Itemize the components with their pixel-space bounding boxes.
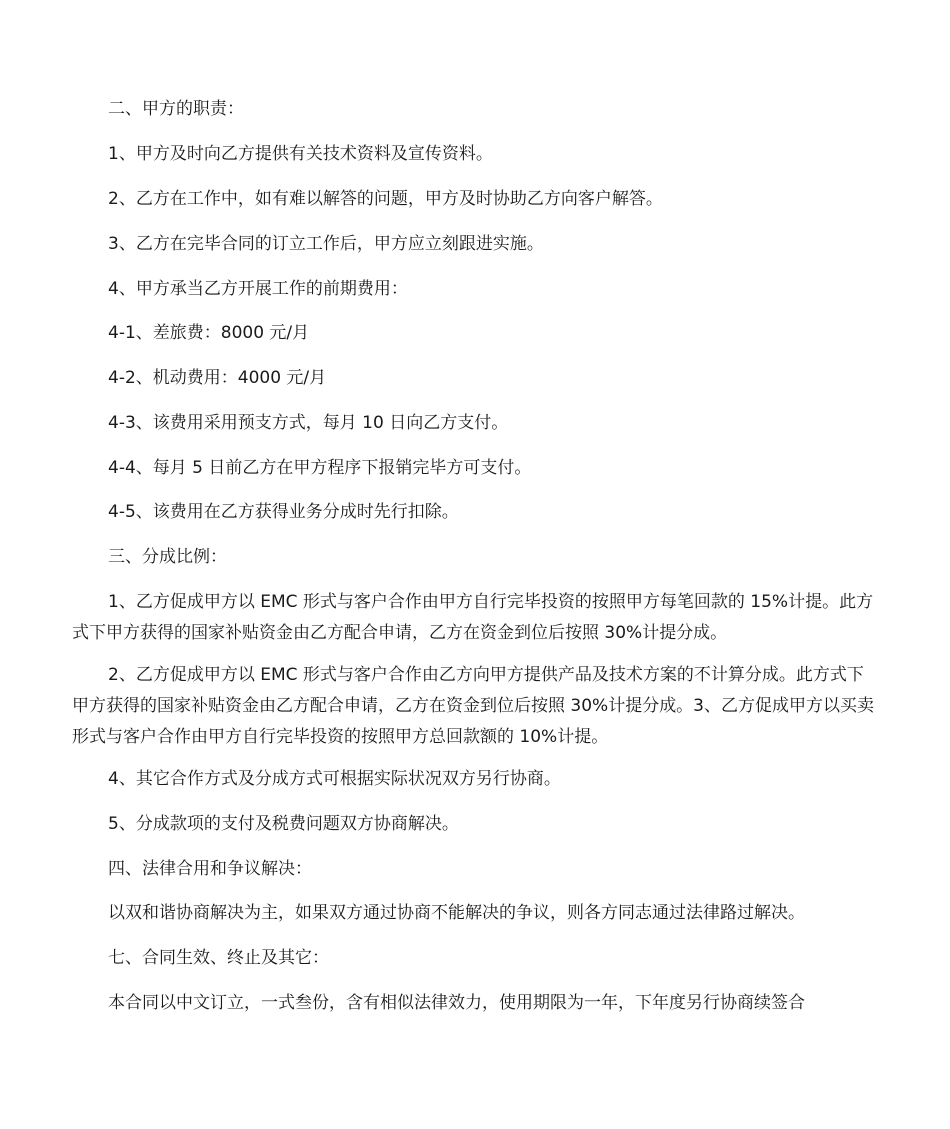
clause-a-1: 1、甲方及时向乙方提供有关技术资料及宣传资料。 — [108, 144, 493, 164]
clause-a-4-2: 4-2、机动费用：4000 元/月 — [108, 368, 327, 388]
heading-revenue-share: 三、分成比例： — [108, 547, 227, 567]
heading-effect-termination: 七、合同生效、终止及其它： — [108, 948, 329, 968]
clause-disputes: 以双和谐协商解决为主，如果双方通过协商不能解决的争议，则各方同志通过法律路过解决。 — [108, 903, 805, 923]
clause-a-4-3: 4-3、该费用采用预支方式，每月 10 日向乙方支付。 — [108, 413, 509, 433]
clause-share-5: 5、分成款项的支付及税费问题双方协商解决。 — [108, 814, 459, 834]
clause-effect: 本合同以中文订立，一式叁份，含有相似法律效力，使用期限为一年，下年度另行协商续签合 — [108, 993, 805, 1013]
clause-a-4-1: 4-1、差旅费：8000 元/月 — [108, 323, 310, 343]
clause-a-4-4: 4-4、每月 5 日前乙方在甲方程序下报销完毕方可支付。 — [108, 458, 532, 478]
clause-share-2-3: 2、乙方促成甲方以 EMC 形式与客户合作由乙方向甲方提供产品及技术方案的不计算分成。此方式下甲方获得的国家补贴资金由乙方配合申请，乙方在资金到位后按照 30%计提分成。3、乙方促成甲方以买卖形式与客户合作由甲方自行完毕投资的按照甲方总回款额的 10%计提。 — [72, 665, 875, 747]
clause-a-2: 2、乙方在工作中，如有难以解答的问题，甲方及时协助乙方向客户解答。 — [108, 189, 663, 209]
clause-share-1: 1、乙方促成甲方以 EMC 形式与客户合作由甲方自行完毕投资的按照甲方每笔回款的 15%计提。此方式下甲方获得的国家补贴资金由乙方配合申请，乙方在资金到位后按照 30%计提分成。 — [72, 592, 874, 643]
clause-a-4-5: 4-5、该费用在乙方获得业务分成时先行扣除。 — [108, 502, 459, 522]
heading-party-a-duties: 二、甲方的职责： — [108, 99, 244, 119]
clause-a-3: 3、乙方在完毕合同的订立工作后，甲方应立刻跟进实施。 — [108, 234, 544, 254]
heading-law-disputes: 四、法律合用和争议解决： — [108, 859, 312, 879]
clause-share-4: 4、其它合作方式及分成方式可根据实际状况双方另行协商。 — [108, 769, 561, 789]
clause-a-4: 4、甲方承当乙方开展工作的前期费用： — [108, 279, 408, 299]
